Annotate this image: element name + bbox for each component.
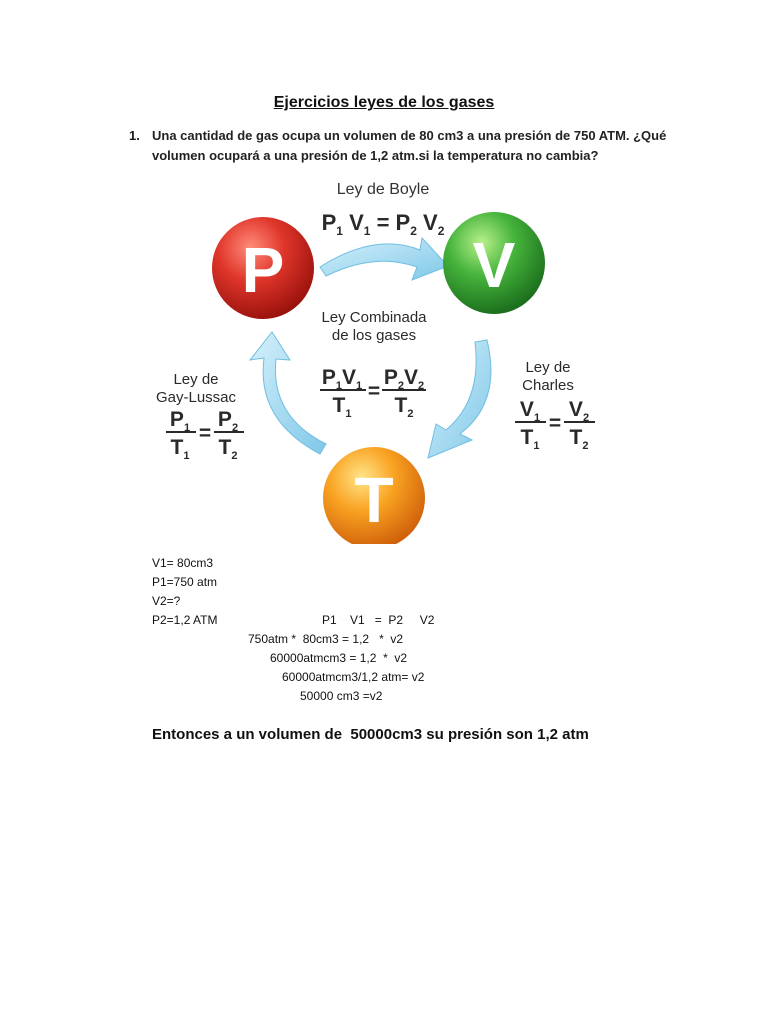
question-line-2: volumen ocupará a una presión de 1,2 atm.si la temperatura no cambia?	[152, 148, 599, 163]
svg-text:P1: $P_1$	[169, 408, 191, 434]
arrow-v-to-t	[428, 340, 491, 458]
charles-title-2: Charles	[522, 377, 574, 394]
combined-title-2: de los gases	[331, 327, 417, 344]
svg-text:V2: $V_2$	[568, 398, 590, 424]
svg-text:T1: $T_1$	[520, 426, 540, 452]
t-circle	[323, 447, 425, 544]
arrow-t-to-p	[250, 332, 326, 454]
gay-lussac-formula	[166, 408, 244, 462]
step-5: 50000 cm3 =v2	[300, 689, 383, 703]
charles-title-1: Ley de	[525, 359, 571, 376]
svg-text:T1: $T_1$	[332, 394, 352, 420]
step-3: 60000atmcm3 = 1,2 * v2	[270, 651, 408, 665]
svg-text:P2: $P_2$	[217, 408, 239, 434]
svg-text:=: =	[367, 380, 381, 403]
combined-title-1: Ley Combinada	[321, 309, 427, 326]
gas-laws-diagram	[130, 172, 610, 544]
svg-text:T2: $T_2$	[394, 394, 414, 420]
svg-text:T2: $T_2$	[569, 426, 589, 452]
given-p1: P1=750 atm	[152, 575, 218, 589]
document-title: Ejercicios leyes de los gases	[273, 94, 495, 111]
svg-text:=: =	[548, 412, 562, 435]
question-number: 1.	[129, 128, 140, 143]
boyle-formula: $P_1$ $V_1 = P_2$ $V_2$	[321, 210, 445, 238]
step-1: P1 V1 = P2 V2	[322, 613, 435, 627]
t-letter: T	[354, 464, 394, 536]
step-2: 750atm * 80cm3 = 1,2 * v2	[248, 632, 404, 646]
step-4: 60000atmcm3/1,2 atm= v2	[282, 670, 425, 684]
arrow-p-to-v	[320, 238, 448, 280]
conclusion: Entonces a un volumen de 50000cm3 su presión son 1,2 atm	[152, 726, 589, 743]
svg-text:V1: $V_1$	[519, 398, 541, 424]
svg-text:=: =	[198, 422, 212, 445]
p-letter: P	[241, 234, 285, 306]
gay-lussac-title-1: Ley de	[173, 371, 219, 388]
svg-text:T1: $T_1$	[170, 436, 190, 462]
svg-text:T2: $T_2$	[218, 436, 238, 462]
v-circle	[443, 212, 545, 314]
boyle-title: Ley de Boyle	[336, 181, 430, 198]
v-letter: V	[472, 229, 516, 301]
gay-lussac-title-2: Gay-Lussac	[155, 389, 237, 406]
charles-formula	[515, 398, 595, 452]
svg-text:P2V2: $P_2V_2$	[383, 366, 425, 392]
given-p2: P2=1,2 ATM	[152, 613, 218, 627]
question-line-1: Una cantidad de gas ocupa un volumen de 80 cm3 a una presión de 750 ATM. ¿Qué	[152, 128, 667, 143]
p-circle	[212, 217, 314, 319]
given-v1: V1= 80cm3	[152, 556, 214, 570]
svg-text:P1V1: $P_1V_1$	[321, 366, 363, 392]
combined-formula	[320, 366, 426, 420]
given-v2: V2=?	[152, 594, 181, 608]
